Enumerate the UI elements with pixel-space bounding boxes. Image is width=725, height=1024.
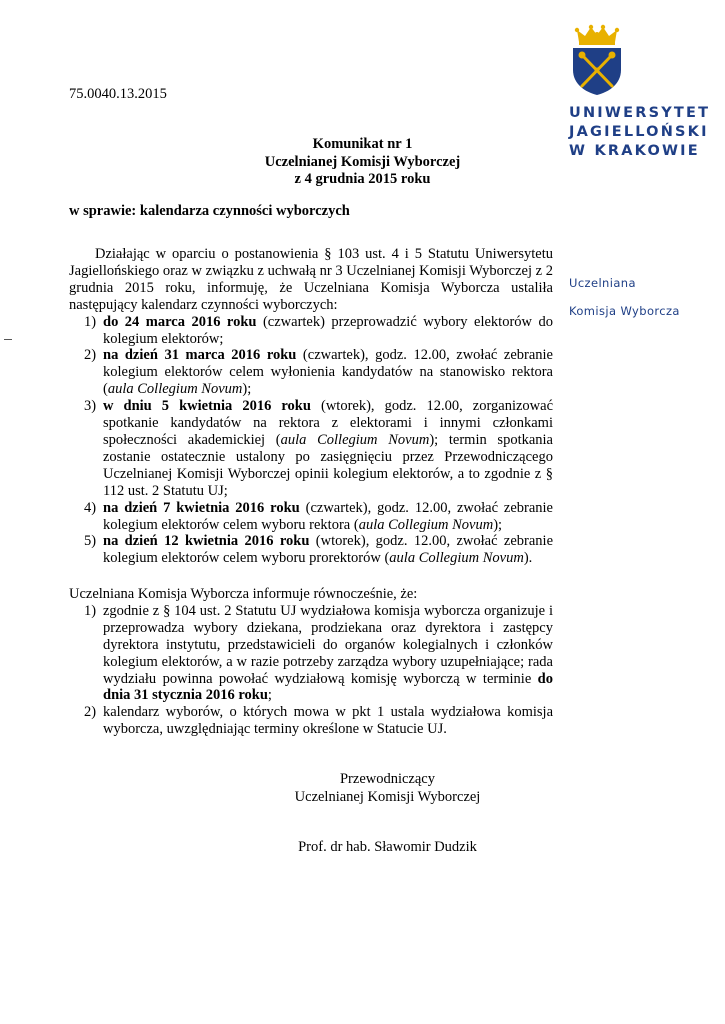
title-line1: Komunikat nr 1 (312, 136, 413, 152)
item-place: aula Collegium Novum (280, 431, 430, 448)
item-end: ); (493, 516, 503, 533)
note-text: zgodnie z § 104 ust. 2 Statutu UJ wydziałowa komisja wyborcza organizuje i przeprowadza wybory dziekana, prodziekana oraz dyrektora i zastępcy dyrektora instytutu, przedstawicieli do organów kolegialnych i członków kolegium elektorów, a w razie potrzeby zarządza wybory uzupełniające; rada wydziału powinna powołać wydziałową komisję wyborczą w terminie (103, 602, 553, 687)
intro-paragraph: Działając w oparciu o postanowienia § 103 ust. 4 i 5 Statutu Uniwersytetu Jagiellońskiego oraz w związku z uchwałą nr 3 Uczelnianej Komisji Wyborczej z 2 grudnia 2015 roku, informuję, że Uczelniana Komisja Wyborcza ustaliła następujący kalendarz czynności wyborczych: (69, 246, 553, 313)
calendar-item (69, 314, 553, 348)
notes-list (69, 603, 553, 738)
title-line2: Uczelnianej Komisji Wyborczej (264, 154, 461, 170)
item-number: 2) (84, 347, 97, 364)
signature-role-line2: Uczelnianej Komisji Wyborczej (294, 789, 481, 805)
title-line3: z 4 grudnia 2015 roku (294, 171, 431, 187)
item-text: (czwartek), godz. 12.00, zwołać zebranie kolegium elektorów celem wyłonienia kandydatów na stanowisko rektora ( (103, 347, 553, 398)
signature-role-line1: Przewodniczący (339, 771, 435, 787)
item-number: 4) (84, 499, 97, 516)
item-text: (wtorek), godz. 12.00, zorganizować spotkanie kandydatów na rektora z elektorami i innymi członkami społeczności akademickiej ( (103, 398, 553, 448)
calendar-item (69, 500, 553, 534)
item-number: 1) (84, 602, 97, 619)
item-number: 5) (84, 533, 97, 550)
note-item (69, 603, 553, 704)
calendar-item (69, 398, 553, 499)
calendar-item (69, 347, 553, 398)
commission-label-line2: Komisja Wyborcza (569, 304, 680, 318)
logo-text-line3: W KRAKOWIE (569, 143, 700, 159)
item-place: aula Collegium Novum (358, 516, 494, 533)
item-date: na dzień 12 kwietnia 2016 roku (103, 533, 310, 550)
item-place: aula Collegium Novum (107, 381, 243, 398)
item-place: aula Collegium Novum (389, 550, 524, 567)
item-date: na dzień 7 kwietnia 2016 roku (103, 499, 300, 516)
university-crest-logo (569, 24, 625, 101)
note-deadline: do dnia 31 stycznia 2016 roku (103, 670, 553, 704)
subject-line: w sprawie: kalendarza czynności wyborczych (69, 203, 350, 219)
item-text: (czwartek), godz. 12.00, zwołać zebranie kolegium elektorów celem wyboru rektora ( (103, 499, 553, 533)
note-text: kalendarz wyborów, o których mowa w pkt 1 ustala wydziałowa komisja wyborcza, uwzględniając terminy określone w Statucie UJ. (103, 704, 553, 738)
document-body (69, 246, 553, 567)
logo-text-line2: JAGIELLOŃSKI (569, 124, 709, 140)
margin-mark (4, 339, 12, 340)
notes-intro: Uczelniana Komisja Wyborcza informuje równocześnie, że: (69, 586, 418, 602)
signature-name: Prof. dr hab. Sławomir Dudzik (298, 839, 477, 855)
item-number: 2) (84, 704, 97, 721)
item-end: ); termin spotkania zostanie ostatecznie ustalony po zasięgnięciu przez Przewodniczącego Uczelnianej Komisji Wyborczej opinii kolegium elektorów, a to zgodnie z § 112 ust. 2 Statutu UJ; (103, 431, 553, 499)
calendar-item (69, 533, 553, 567)
logo-text-line1: UNIWERSYTET (569, 105, 711, 121)
item-date: w dniu 5 kwietnia 2016 roku (103, 398, 311, 415)
calendar-list (69, 314, 553, 568)
reference-number: 75.0040.13.2015 (69, 86, 167, 102)
item-text: (wtorek), godz. 12.00, zwołać zebranie kolegium elektorów celem wyboru prorektorów ( (103, 533, 553, 567)
note-item (69, 704, 553, 738)
item-number: 1) (84, 313, 97, 330)
item-text: (czwartek) przeprowadzić wybory elektorów do kolegium elektorów; (103, 313, 553, 347)
notes-section (69, 586, 553, 738)
note-end: ; (267, 687, 272, 704)
item-number: 3) (84, 398, 97, 415)
item-end: ); (242, 381, 252, 398)
commission-label-line1: Uczelniana (569, 276, 636, 290)
item-date: na dzień 31 marca 2016 roku (103, 347, 297, 364)
item-date: do 24 marca 2016 roku (103, 313, 257, 330)
item-end: ). (523, 550, 533, 567)
